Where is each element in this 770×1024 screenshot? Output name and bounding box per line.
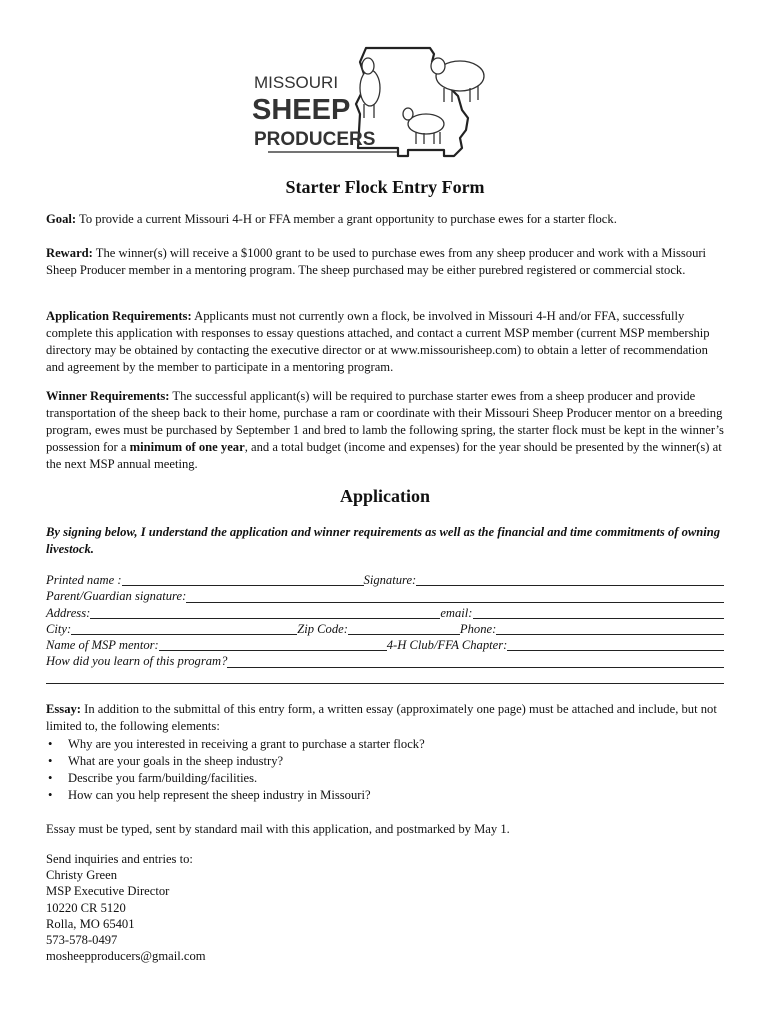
goal-paragraph <box>46 211 724 228</box>
club-field[interactable] <box>507 639 724 651</box>
logo-line-2: SHEEP <box>252 94 351 126</box>
field-row-address <box>46 605 724 621</box>
application-requirements-paragraph <box>46 308 724 376</box>
address-field[interactable] <box>90 607 440 619</box>
essay-paragraph <box>46 701 724 735</box>
essay-label: Essay: <box>46 702 81 716</box>
application-fields <box>46 572 724 686</box>
goal-text: To provide a current Missouri 4-H or FFA member a grant opportunity to purchase ewes for a starter flock. <box>76 212 617 226</box>
essay-elements-list <box>46 736 706 804</box>
mentor-field[interactable] <box>159 639 387 651</box>
field-row-mentor <box>46 637 724 653</box>
field-row-learned-continued <box>46 670 724 686</box>
reward-paragraph <box>46 245 724 279</box>
zip-field[interactable] <box>348 623 460 635</box>
goal-label: Goal: <box>46 212 77 226</box>
consent-statement: By signing below, I understand the application and winner requirements as well as the financial and time commitments of owning livestock. <box>46 525 721 556</box>
list-item: • How can you help represent the sheep industry in Missouri? <box>46 787 706 804</box>
contact-title: MSP Executive Director <box>46 884 170 899</box>
contact-street: 10220 CR 5120 <box>46 900 126 915</box>
contact-intro: Send inquiries and entries to: <box>46 852 193 866</box>
essay-note: Essay must be typed, sent by standard mail with this application, and postmarked by May 1. <box>46 822 510 836</box>
signature-label: Signature: <box>363 573 417 587</box>
field-row-name <box>46 572 724 588</box>
logo-line-3: PRODUCERS <box>254 129 376 150</box>
address-label: Address: <box>46 605 91 620</box>
reward-label: Reward: <box>46 246 93 260</box>
email-label: email: <box>440 605 473 620</box>
phone-field[interactable] <box>496 623 724 635</box>
learned-label: How did you learn of this program? <box>46 654 228 669</box>
missouri-map-with-sheep-icon <box>248 44 488 162</box>
list-item: • Why are you interested in receiving a grant to purchase a starter flock? <box>46 736 706 753</box>
winner-requirements-emphasis: minimum of one year <box>129 440 245 454</box>
zip-label: Zip Code: <box>297 621 348 636</box>
signature-field[interactable] <box>416 574 724 586</box>
logo-line-1: MISSOURI <box>254 73 339 92</box>
contact-name: Christy Green <box>46 868 117 883</box>
city-field[interactable] <box>71 623 297 635</box>
winner-requirements-text: The successful applicant(s) will be required to purchase starter ewes from a sheep producer and provide transportation of the sheep back to their home, purchase a ram or coordinate with their Missouri Sheep Producer mentor on a breeding program, ewes must be purchased by September 1 and bred to lamb the following spring, the starter flock must be kept in the winner’s possession for a <box>46 389 724 454</box>
form-title: Starter Flock Entry Form <box>285 177 485 197</box>
mentor-label: Name of MSP mentor: <box>46 638 159 653</box>
parent-signature-label: Parent/Guardian signature: <box>46 589 187 604</box>
winner-requirements-text-end: , and a total budget (income and expenses) for the year should be presented by the winner(s) at the next MSP annual meeting. <box>46 440 722 471</box>
contact-block <box>46 851 206 964</box>
application-heading: Application <box>339 486 431 506</box>
email-field[interactable] <box>473 607 725 619</box>
contact-phone: 573-578-0497 <box>46 933 118 948</box>
city-label: City: <box>46 621 72 636</box>
essay-text: In addition to the submittal of this entry form, a written essay (approximately one page) must be attached and include, but not limited to, the following elements: <box>46 702 717 733</box>
reward-text: The winner(s) will receive a $1000 grant to be used to purchase ewes from any sheep producer and work with a Missouri Sheep Producer member in a mentoring program. The sheep purchased may be either purebred registered or commercial stock. <box>46 246 707 277</box>
phone-label: Phone: <box>459 621 497 636</box>
application-requirements-label: Application Requirements: <box>46 309 192 323</box>
field-row-parent <box>46 588 724 604</box>
printed-name-field[interactable] <box>122 574 364 586</box>
contact-email[interactable]: mosheepproducers@gmail.com <box>46 949 206 964</box>
learned-field[interactable] <box>227 656 724 668</box>
list-item: • What are your goals in the sheep industry? <box>46 753 706 770</box>
winner-requirements-paragraph <box>46 388 724 473</box>
learned-field-continued[interactable] <box>46 672 724 684</box>
printed-name-label: Printed name : <box>46 573 122 587</box>
field-row-learned <box>46 653 724 669</box>
field-row-city <box>46 621 724 637</box>
contact-city: Rolla, MO 65401 <box>46 916 135 931</box>
application-requirements-text: Applicants must not currently own a flock, be involved in Missouri 4-H and/or FFA, successfully complete this application with responses to essay questions attached, and contact a current MSP member (current MSP membership directory may be obtained by contacting the executive director or at www.missourisheep.com) to obtain a letter of recommendation and agreement by the member to participate in a mentoring program. <box>46 309 710 374</box>
list-item: • Describe you farm/building/facilities. <box>46 770 706 787</box>
msp-logo <box>248 44 488 162</box>
parent-signature-field[interactable] <box>186 591 724 603</box>
winner-requirements-label: Winner Requirements: <box>46 389 170 403</box>
club-label: 4-H Club/FFA Chapter: <box>386 638 508 653</box>
